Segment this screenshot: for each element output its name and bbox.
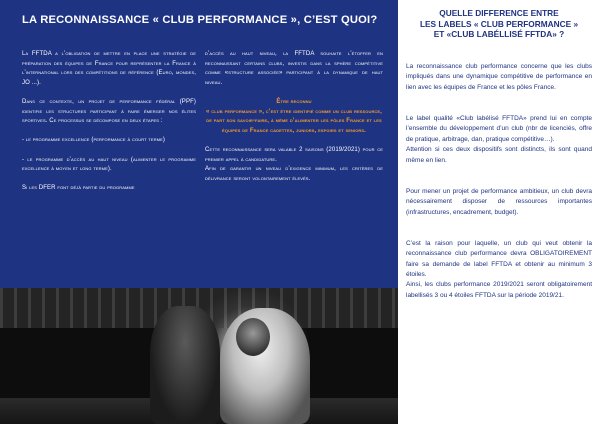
right-paragraph-3: Attention si ces deux dispositifs sont distincts, ils sont quand même en lien. [406,146,592,164]
right-title-line-1: QUELLE DIFFERENCE ENTRE [439,8,559,18]
col1-paragraph-1: La FFTDA a l’obligation de mettre en place une stratégie de préparation des équipes de France pour représenter la France à l’international lors des compétitions de référence (Euro, mondes, JO ...). [22,51,196,86]
photo-helmet [236,318,270,356]
right-title [398,8,600,40]
highlight-block [205,98,383,136]
left-column-1 [22,50,196,204]
right-body [406,62,592,301]
col1-paragraph-5: Si les DFER font déjà partie du programme [22,185,135,192]
highlight-line-3: de part son savoir-faire, à même d’alimenter les pôles France et les équipes de France cadettes, juniors, espoirs et seniors. [206,118,382,134]
col1-paragraph-3: - le programme excellence (performance à court terme) [22,137,166,144]
col2-paragraph-1: d’accès au haut niveau, la FFTDA souhaite l’étoffer en reconnaissant certains clubs, investis dans la sphère compétitive comme «structure associée» participant à la dynamique de haut niveau. [205,51,383,86]
highlight-line-1: Être reconnu [276,98,312,105]
right-paragraph-5: C’est la raison pour laquelle, un club qui veut obtenir la reconnaissance club performance devra OBLIGATOIREMENT faire sa demande de label FFTDA et obtenir au minimum 3 étoiles. [406,239,592,279]
main-title: LA RECONNAISSANCE « CLUB PERFORMANCE », C’EST QUOI? [22,14,378,26]
right-panel [398,0,600,424]
col2-paragraph-3: Afin de garantir un niveau d’exigence minimum, les critères de délivrance seront volontairement élevés. [205,166,383,182]
right-paragraph-2: Le label qualité «Club labélisé FFTDA» prend lui en compte l’ensemble du développement d’un club (nbr de licenciés, offre de pratique, arbitrage, dan, pratique compétitive…). [406,115,592,143]
right-title-line-2: LES LABELS « CLUB PERFORMANCE » [419,18,579,29]
col1-paragraph-4: - le programme d’accès au haut niveau (alimenter le programme excellence à moyen et long terme). [22,156,196,173]
right-paragraph-4: Pour mener un projet de performance ambitieux, un club devra nécessairement disposer de ressources importantes (infrastructures, encadrement, budget). [406,187,592,216]
left-column-2 [205,50,383,184]
right-paragraph-6: Ainsi, les clubs performance 2019/2021 seront obligatoirement labellisés 3 ou 4 étoiles FFTDA sur la période 2019/21. [406,281,592,299]
photo-fighter-dark [150,306,220,424]
right-title-line-3: ET «CLUB LABÉLLISÉ FFTDA» ? [433,29,565,39]
right-paragraph-1: La reconnaissance club performance concerne que les clubs impliqués dans une dynamique compétitive de performance en lien avec les équipes de France et les pôles France. [406,63,592,91]
highlight-line-2: « club performance », c’est être identifié comme un club ressource, [206,108,382,115]
col1-paragraph-2: Dans ce contexte, un projet de performance fédéral (PPF) identifie les structures participant à faire émerger nos élites sportives. Ce processus se décompose en deux étapes : [22,98,196,125]
col2-paragraph-2: Cette reconnaissance sera valable 2 saisons (2019/2021) pour ce premier appel à candidature. [205,146,383,163]
taekwondo-photo [0,288,398,424]
